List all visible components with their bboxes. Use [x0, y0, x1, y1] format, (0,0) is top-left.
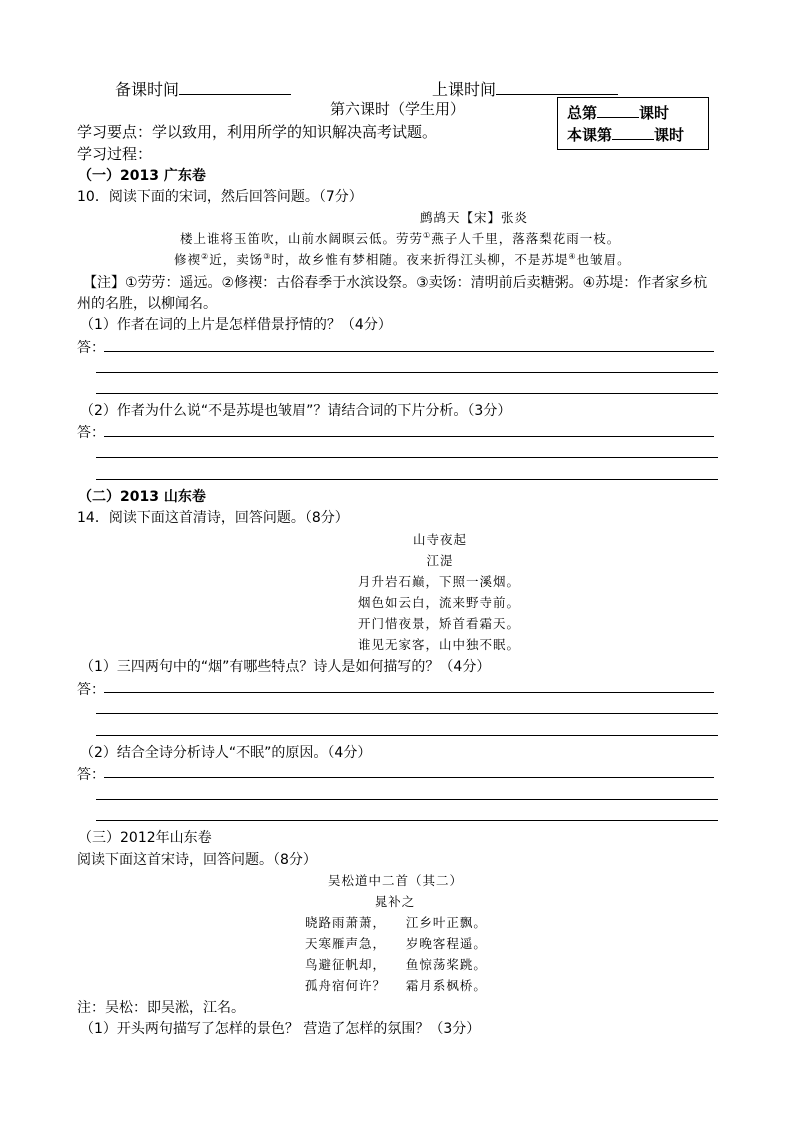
poem-text: 也皱眉。: [576, 252, 631, 267]
total-lesson-prefix: 总第: [567, 104, 598, 122]
section3-instruction: 阅读下面这首宋诗，回答问题。（8分）: [77, 852, 317, 868]
class-time-label: 上课时间: [432, 80, 497, 99]
this-lesson-row: [567, 124, 684, 145]
poem-text: 近，卖饧: [209, 252, 264, 267]
section1-instruction: 10．阅读下面的宋词，然后回答问题。（7分）: [77, 189, 363, 205]
answer-line[interactable]: [104, 692, 714, 693]
section2-question2: （2）结合全诗分析诗人“不眠”的原因。（4分）: [80, 745, 372, 761]
section2-poem-line: 谁见无家客，山中独不眠。: [358, 637, 521, 652]
key-points: 学习要点：学以致用，利用所学的知识解决高考试题。: [77, 123, 438, 141]
section3-poem-line: 孤舟宿何许？ 霜月系枫桥。: [305, 978, 487, 993]
section3-question1: （1）开头两句描写了怎样的景色？ 营造了怎样的氛围？（3分）: [80, 1021, 481, 1037]
section3-poem-title: 吴松道中二首（其二）: [328, 873, 464, 888]
section2-poem-author: 江湜: [426, 553, 454, 568]
answer-line[interactable]: [96, 479, 718, 480]
answer-label: 答：: [77, 682, 105, 698]
section1-note-line1: 【注】①劳劳：遥远。②修禊：古俗春季于水滨设祭。③卖饧：清明前后卖糖粥。④苏堤：作者家乡杭: [83, 275, 708, 291]
answer-line[interactable]: [104, 436, 714, 437]
section2-poem-title: 山寺夜起: [412, 532, 467, 547]
this-lesson-prefix: 本课第: [567, 126, 613, 144]
this-lesson-blank[interactable]: [612, 139, 654, 140]
section1-question2: （2）作者为什么说“不是苏堤也皱眉”？请结合词的下片分析。（3分）: [80, 403, 512, 419]
section2-poem-line: 烟色如云白，流来野寺前。: [358, 595, 521, 610]
this-lesson-suffix: 课时: [654, 126, 685, 144]
lesson-title: 第六课时（学生用）: [330, 100, 466, 118]
class-time-blank[interactable]: [496, 94, 618, 95]
section1-question1: （1）作者在词的上片是怎样借景抒情的？（4分）: [80, 317, 392, 333]
poem-text: 时，故乡惟有梦相随。夜来折得江头柳，不是苏堤: [271, 252, 569, 267]
poem-text: 修禊: [174, 252, 202, 267]
footnote-mark: ①: [423, 230, 432, 240]
footnote-mark: ②: [201, 251, 210, 261]
section1-poem-line2: [174, 250, 631, 268]
section2-poem-line: 月升岩石巅，下照一溪烟。: [358, 574, 521, 589]
prep-time-label: 备课时间: [115, 80, 180, 99]
answer-line[interactable]: [104, 351, 714, 352]
section1-note-line2: 州的名胜，以柳闻名。: [77, 296, 217, 312]
section1-poem-line1: [180, 229, 620, 247]
footnote-mark: ③: [263, 251, 272, 261]
section1-heading: （一）2013 广东卷: [78, 168, 206, 184]
answer-line[interactable]: [104, 777, 714, 778]
prep-time-blank[interactable]: [179, 94, 291, 95]
answer-line[interactable]: [96, 820, 718, 821]
section2-poem-line: 开门惜夜景，矫首看霜天。: [358, 616, 521, 631]
answer-label: 答：: [77, 340, 105, 356]
answer-line[interactable]: [96, 393, 718, 394]
answer-line[interactable]: [96, 372, 718, 373]
section3-poem-line: 鸟避征帆却， 鱼惊荡桨跳。: [305, 957, 487, 972]
section2-question1: （1）三四两句中的“烟”有哪些特点？诗人是如何描写的？（4分）: [80, 659, 491, 675]
answer-line[interactable]: [96, 735, 718, 736]
poem-text: 燕子人千里，落落梨花雨一枝。: [431, 231, 621, 246]
poem-text: 楼上谁将玉笛吹，山前水阔暝云低。劳劳: [180, 231, 424, 246]
section3-note: 注：吴松：即吴淞，江名。: [77, 1000, 245, 1016]
section2-heading: （二）2013 山东卷: [78, 489, 206, 505]
total-lesson-blank[interactable]: [597, 117, 639, 118]
answer-line[interactable]: [96, 457, 718, 458]
section3-poem-line: 晓路雨萧萧， 江乡叶正飘。: [305, 915, 487, 930]
section1-poem-title: 鹧鸪天【宋】张炎: [420, 210, 529, 225]
lesson-count-box: [557, 97, 709, 150]
section2-instruction: 14．阅读下面这首清诗，回答问题。（8分）: [77, 510, 349, 526]
learning-process: 学习过程：: [77, 145, 153, 163]
section3-poem-line: 天寒雁声急， 岁晚客程遥。: [305, 936, 487, 951]
answer-label: 答：: [77, 425, 105, 441]
prep-time-field: [115, 77, 291, 100]
total-lesson-row: [567, 102, 669, 123]
answer-label: 答：: [77, 767, 105, 783]
answer-line[interactable]: [96, 799, 718, 800]
section3-heading: （三）2012年山东卷: [78, 830, 212, 846]
section3-poem-author: 晁补之: [374, 894, 416, 909]
total-lesson-suffix: 课时: [639, 104, 670, 122]
footnote-mark: ④: [568, 251, 577, 261]
answer-line[interactable]: [96, 713, 718, 714]
